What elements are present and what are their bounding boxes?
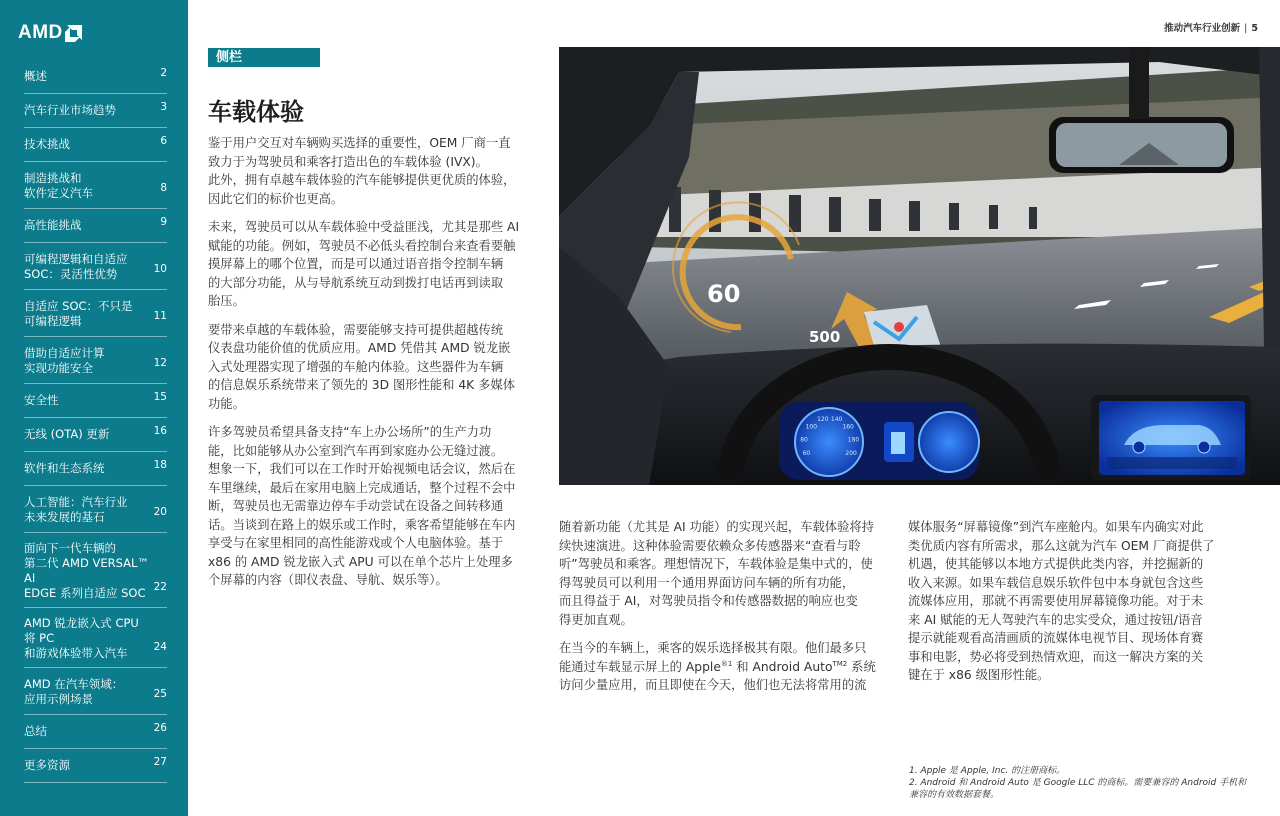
paragraph [559, 639, 887, 695]
toc-item-page: 3 [160, 101, 167, 113]
toc-item-page: 2 [160, 67, 167, 79]
paragraph: 随着新功能（尤其是 AI 功能）的实现兴起，车载体验将持 续快速演进。这种体验需要依赖众多传感器来“查看与聆 听”驾驶员和乘客。理想情况下，车载体验是集中式的，使 得驾驶员可以利用一个通用界面访问车辆的所有功能， 而且得益于 AI，对驾驶员指令和传感器数据的响应也变 得更加直观。 [559, 520, 874, 627]
toc-item-label: 制造挑战和 软件定义汽车 [24, 171, 93, 200]
toc-item[interactable] [24, 384, 167, 418]
footnote-ref-1[interactable]: ®1 [720, 659, 733, 668]
footnote: 1. Apple 是 Apple, Inc. 的注册商标。 [909, 766, 1066, 776]
infotainment-screen [1091, 395, 1251, 480]
sidebar [0, 0, 188, 816]
instrument-cluster [779, 402, 979, 480]
toc-item[interactable] [24, 60, 167, 94]
toc-item[interactable] [24, 749, 167, 783]
text-run: 在当今的车辆上，乘客的娱乐选择极其有限。他们最多只 能通过车载显示屏上的 Apple [559, 641, 867, 674]
toc-item-label: 借助自适应计算 实现功能安全 [24, 346, 105, 375]
hud-speed-text: 60 [707, 280, 741, 308]
gauge-tick-label: 100 [805, 423, 818, 431]
gauge-tick-label: 140 [830, 416, 843, 423]
gauge-tick-label: 120 [817, 416, 829, 423]
hero-image [559, 47, 1280, 485]
car-interior-illustration [559, 47, 1280, 485]
section-tag: 侧栏 [208, 48, 320, 67]
toc-item[interactable] [24, 533, 167, 608]
toc-item-label: 高性能挑战 [24, 218, 82, 232]
toc-item[interactable] [24, 290, 167, 337]
toc-item-page: 10 [153, 263, 167, 275]
article-column-3: 媒体服务“屏幕镜像”到汽车座舱内。如果车内确实对此 类优质内容有所需求，那么这就为汽车 OEM 厂商提供了 机遇，使其能够以本地方式提供此类内容，并挖掘新的 收入来源。如果车载信息娱乐软件包中本身就包含这些 流媒体应用，那就不再需要使用屏幕镜像功能。对于未 来 AI 赋能的无人驾驶汽车的忠实受众，通过按钮/语音 提示就能观看高清画质的流媒体电视节目、现场体育赛 事和电影，势必将受到热情欢迎，而这一解决方案的关 键在于 x86 级图形性能。 [908, 520, 1215, 682]
paragraph: 许多驾驶员希望具备支持“车上办公场所”的生产力功 能，比如能够从办公室到汽车再到家庭办公无缝过渡。 想象一下，我们可以在工作时开始视频电话会议，然后在 车里继续，最后在家用电脑上完成通话，整个过程不会中 断，驾驶员也无需靠边停车手动尝试在设备之间转移通 话。当谈到在路上的娱乐或工作时，乘客希望能够在车内 享受与在家里相同的高性能游戏或个人电脑体验。基于 x86 的 AMD 锐龙嵌入式 APU 可以在单个芯片上处理多 个屏幕的内容（即仪表盘、导航、娱乐等）。 [208, 425, 516, 587]
toc-item-page: 20 [153, 506, 167, 518]
gauge-tick-label: 180 [847, 436, 860, 444]
page-number: 5 [1251, 23, 1258, 34]
footnote: 2. Android 和 Android Auto 是 Google LLC 的商标。需要兼容的 Android 手机和 兼容的有效数据套餐。 [909, 778, 1247, 800]
toc-item[interactable] [24, 715, 167, 749]
toc-item-page: 18 [153, 459, 167, 471]
toc-item-page: 11 [153, 310, 167, 322]
text-run: 和 Android Auto [732, 659, 833, 674]
paragraph: 鉴于用户交互对车辆购买选择的重要性，OEM 厂商一直 致力于为驾驶员和乘客打造出色的车载体验 (IVX)。 此外，拥有卓越车载体验的汽车能够提供更优质的体验， 因此它们的标价也更高。 [208, 136, 516, 206]
toc-item-page: 12 [153, 357, 167, 369]
paragraph: 要带来卓越的车载体验，需要能够支持可提供超越传统 仪表盘功能价值的优质应用。AMD 凭借其 AMD 锐龙嵌 入式处理器实现了增强的车舱内体验。这些器件为车辆 的信息娱乐系统带来了领先的 3D 图形性能和 4K 多媒体 功能。 [208, 322, 516, 411]
toc-item-page: 8 [160, 182, 167, 194]
footnote-ref-2[interactable]: TM2 [832, 659, 848, 668]
toc-item-label: 总结 [24, 724, 47, 738]
toc-item-page: 6 [160, 135, 167, 147]
toc-item-label: 无线 (OTA) 更新 [24, 427, 110, 441]
toc-item-label: 面向下一代车辆的 第二代 AMD VERSAL™ AI EDGE 系列自适应 SOC [24, 541, 149, 600]
toc-item-label: 更多资源 [24, 758, 70, 772]
toc-item[interactable] [24, 162, 167, 209]
toc-item-page: 25 [153, 688, 167, 700]
toc-item[interactable] [24, 418, 167, 452]
toc-item-label: 技术挑战 [24, 137, 70, 151]
table-of-contents [24, 60, 167, 783]
gauge-tick-label: 80 [800, 436, 808, 444]
footnotes [909, 765, 1269, 801]
amd-logo[interactable] [18, 22, 98, 44]
toc-item-page: 27 [153, 756, 167, 768]
toc-item-label: AMD 在汽车领域： 应用示例场景 [24, 677, 124, 706]
toc-item[interactable] [24, 608, 167, 668]
article-column-1 [208, 134, 530, 600]
toc-item-label: 人工智能：汽车行业 未来发展的基石 [24, 495, 128, 524]
toc-item-label: 汽车行业市场趋势 [24, 103, 116, 117]
logo-text: AMD [18, 22, 63, 43]
amd-arrow-icon [65, 25, 82, 42]
toc-item[interactable] [24, 209, 167, 243]
toc-item-page: 24 [153, 641, 167, 653]
toc-item-label: 自适应 SOC：不只是 可编程逻辑 [24, 299, 133, 328]
paragraph: 未来，驾驶员可以从车载体验中受益匪浅，尤其是那些 AI 赋能的功能。例如，驾驶员不必低头看控制台来查看要触 摸屏幕上的哪个位置，而是可以通过语音指令控制车辆 的大部分功能，从与导航系统互动到拨打电话再到读取 胎压。 [208, 220, 520, 308]
toc-item-page: 15 [153, 391, 167, 403]
toc-item-label: 安全性 [24, 393, 59, 407]
article-column-2 [559, 518, 887, 705]
header-separator: | [1244, 23, 1248, 34]
toc-item-page: 26 [153, 722, 167, 734]
hud-distance-text: 500 [809, 328, 841, 346]
text-run: 系统 访问少量应用，而且即使在今天，他们也无法将常用的流 [559, 659, 876, 692]
toc-item[interactable] [24, 668, 167, 715]
toc-item-label: AMD 锐龙嵌入式 CPU 将 PC 和游戏体验带入汽车 [24, 616, 139, 660]
gauge-tick-label: 60 [802, 449, 811, 457]
toc-item-page: 16 [153, 425, 167, 437]
toc-item-label: 可编程逻辑和自适应 SOC：灵活性优势 [24, 252, 128, 281]
page-header [1164, 20, 1258, 34]
gauge-tick-label: 160 [842, 423, 854, 431]
toc-item[interactable] [24, 486, 167, 533]
toc-item-label: 概述 [24, 69, 47, 83]
toc-item-page: 22 [153, 581, 167, 593]
toc-item[interactable] [24, 94, 167, 128]
toc-item[interactable] [24, 128, 167, 162]
toc-item[interactable] [24, 243, 167, 290]
toc-item-page: 9 [160, 216, 167, 228]
gauge-tick-label: 200 [845, 449, 857, 457]
toc-item[interactable] [24, 452, 167, 486]
toc-item[interactable] [24, 337, 167, 384]
header-section: 推动汽车行业创新 [1164, 23, 1241, 34]
article-title: 车载体验 [208, 98, 304, 126]
toc-item-label: 软件和生态系统 [24, 461, 105, 475]
